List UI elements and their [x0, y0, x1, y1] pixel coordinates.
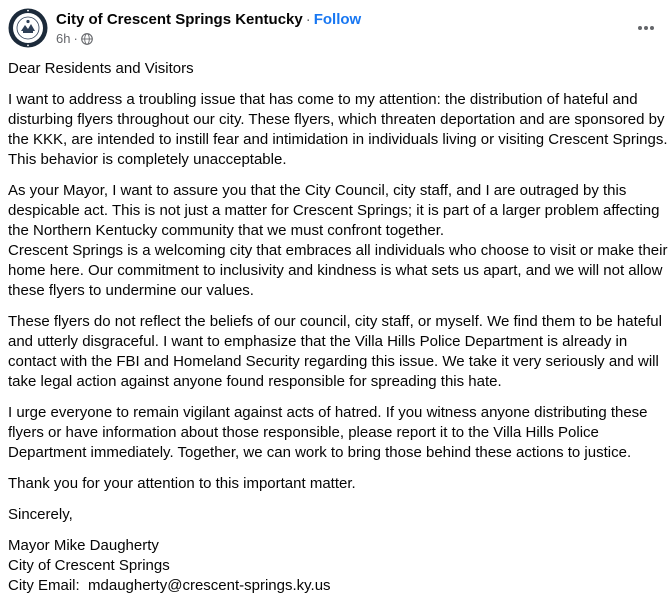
- more-horizontal-icon: [637, 25, 655, 31]
- signature-name: Mayor Mike Daugherty: [8, 537, 159, 554]
- post-paragraph-2a: As your Mayor, I want to assure you that the City Council, city staff, and I are outraged by this despicable act. This is not just a matter for Crescent Springs; it is part of a larger problem affecting the Northern Kentucky community that we must confront together.: [8, 182, 660, 239]
- post-timestamp[interactable]: 6h: [56, 31, 71, 46]
- signature-city: City of Crescent Springs: [8, 557, 170, 574]
- globe-icon[interactable]: [81, 33, 93, 45]
- post-header: [0, 0, 672, 56]
- post-paragraph-4: I urge everyone to remain vigilant against acts of hatred. If you witness anyone distributing these flyers or have information about those responsible, please report it to the Villa Hills Police Department immediately. Together, we can work to bring those behind these actions to justice.: [8, 404, 648, 461]
- post-paragraph-1: I want to address a troubling issue that has come to my attention: the distribution of hateful and disturbing flyers throughout our city. These flyers, which threaten deportation and are sponsored by the KKK, are intended to instill fear and intimidation in individuals living or visiting Crescent Springs. This behavior is completely unacceptable.: [8, 91, 668, 168]
- post-body: [8, 59, 668, 607]
- page-avatar[interactable]: [8, 8, 48, 48]
- meta-separator: ·: [73, 31, 78, 46]
- post-paragraph-5: Thank you for your attention to this important matter.: [8, 475, 356, 492]
- post-meta: [56, 31, 93, 47]
- name-follow-separator: ·: [305, 11, 311, 28]
- follow-button[interactable]: Follow: [313, 11, 362, 28]
- post-paragraph-2b: Crescent Springs is a welcoming city that embraces all individuals who choose to visit or make their home here. Our commitment to inclusivity and kindness is what sets us apart, and we will not allow these flyers to undermine our values.: [8, 242, 668, 299]
- post-greeting: Dear Residents and Visitors: [8, 60, 194, 77]
- more-options-button[interactable]: [632, 14, 660, 42]
- post-closing: Sincerely,: [8, 506, 73, 523]
- signature-email: City Email: mdaugherty@crescent-springs.ky.us: [8, 577, 331, 594]
- page-name[interactable]: City of Crescent Springs Kentucky: [56, 11, 303, 28]
- signature-block: [8, 536, 668, 596]
- post-paragraph-3: These flyers do not reflect the beliefs of our council, city staff, or myself. We find them to be hateful and utterly disgraceful. I want to emphasize that the Villa Hills Police Department is already in contact with the FBI and Homeland Security regarding this issue. We take it very seriously and will take legal action against anyone found responsible for spreading this hate.: [8, 313, 662, 390]
- page-name-row: [56, 10, 361, 30]
